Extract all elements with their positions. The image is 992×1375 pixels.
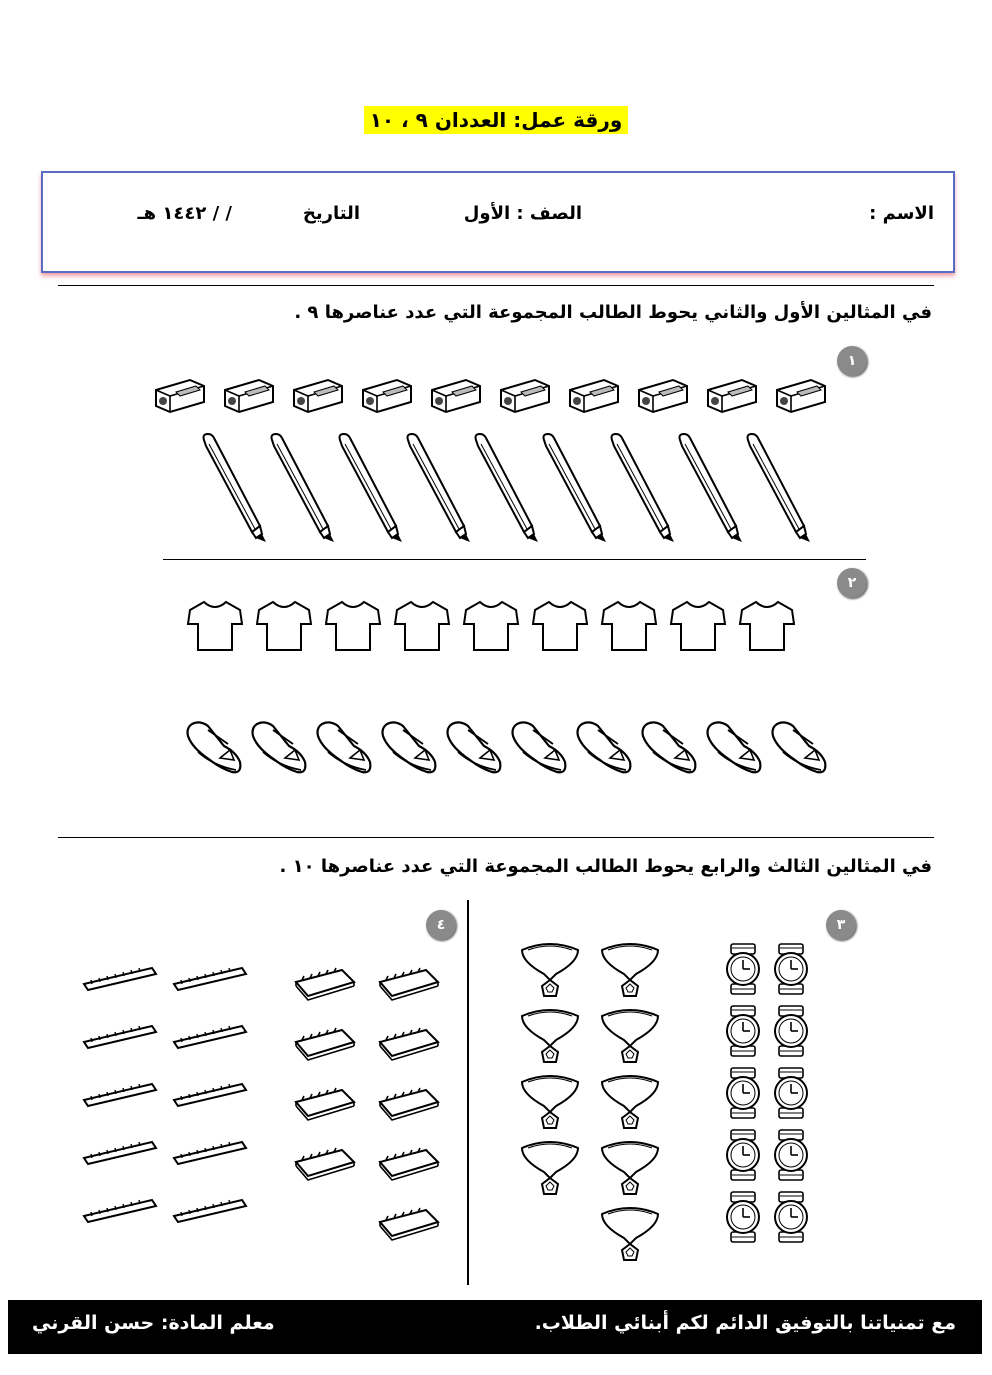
pen-icon [470,432,540,544]
notebook-icon [292,1024,356,1060]
shoe-icon [249,716,309,776]
tshirt-icon [669,598,727,654]
example-badge-2: ٢ [837,568,867,598]
pen-icon [742,432,812,544]
pen-icon [198,432,268,544]
sharpener-icon [702,372,760,418]
grade-label: الصف : الأول [463,203,582,224]
sharpener-icon [633,372,691,418]
column-divider [467,900,469,1285]
instruction-first: في المثالين الأول والثاني يحوط الطالب المجموعة التي عدد عناصرها ٩ . [294,302,932,323]
pen-icon [266,432,336,544]
shoe-icon [444,716,504,776]
tshirt-icon [600,598,658,654]
shoe-icon [639,716,699,776]
notebook-icon [292,1084,356,1120]
divider [163,559,866,560]
necklace-icon [598,1006,662,1066]
sharpener-icon [219,372,277,418]
notebook-icon [376,1144,440,1180]
tshirt-icon [393,598,451,654]
sharpener-icon [426,372,484,418]
divider [58,837,934,838]
tshirt-icon [255,598,313,654]
example-badge-4: ٤ [426,910,456,940]
worksheet-title [0,108,992,132]
date-label: التاريخ [302,203,360,224]
name-label: الاسم : [869,203,934,224]
necklace-icon [518,940,582,1000]
example-badge-3: ٣ [826,910,856,940]
ruler-icon [82,1022,158,1052]
pen-icon [402,432,472,544]
ruler-icon [172,1196,248,1226]
ruler-icon [172,1080,248,1110]
footer-teacher: معلم المادة: حسن القرني [32,1312,275,1334]
ruler-icon [172,1138,248,1168]
shoe-icon [704,716,764,776]
necklace-icon [518,1072,582,1132]
ruler-icon [82,1196,158,1226]
example-badge-1: ١ [837,346,867,376]
necklace-icon [518,1006,582,1066]
necklace-icon [598,1138,662,1198]
tshirt-icon [531,598,589,654]
ruler-icon [172,964,248,994]
watch-icon [722,1190,764,1244]
divider [58,285,934,286]
pen-icon [674,432,744,544]
notebook-icon [376,1084,440,1120]
notebook-icon [292,964,356,1000]
watch-icon [770,1190,812,1244]
ruler-icon [82,1080,158,1110]
sharpener-icon [150,372,208,418]
footer-wish: مع تمنياتنا بالتوفيق الدائم لكم أبنائي الطلاب. [534,1312,956,1334]
necklace-icon [598,1204,662,1264]
date-value: / / ١٤٤٢ هـ [137,203,232,224]
pen-icon [606,432,676,544]
shoe-icon [574,716,634,776]
shoe-icon [314,716,374,776]
notebook-icon [376,1024,440,1060]
pen-icon [538,432,608,544]
watch-icon [770,1128,812,1182]
footer-bar [8,1300,982,1354]
necklace-icon [518,1138,582,1198]
watch-icon [722,1066,764,1120]
shoe-icon [184,716,244,776]
necklace-icon [598,940,662,1000]
title-text: ورقة عمل: العددان ٩ ، ١٠ [364,106,629,134]
watch-icon [770,1066,812,1120]
sharpener-icon [771,372,829,418]
shoe-icon [509,716,569,776]
notebook-icon [376,964,440,1000]
watch-icon [770,1004,812,1058]
shoe-icon [769,716,829,776]
tshirt-icon [186,598,244,654]
ruler-icon [172,1022,248,1052]
tshirt-icon [738,598,796,654]
sharpener-icon [564,372,622,418]
shoe-icon [379,716,439,776]
watch-icon [770,942,812,996]
ruler-icon [82,1138,158,1168]
watch-icon [722,942,764,996]
notebook-icon [376,1204,440,1240]
ruler-icon [82,964,158,994]
watch-icon [722,1004,764,1058]
watch-icon [722,1128,764,1182]
pen-icon [334,432,404,544]
tshirt-icon [324,598,382,654]
instruction-second: في المثالين الثالث والرابع يحوط الطالب المجموعة التي عدد عناصرها ١٠ . [279,856,932,877]
sharpener-icon [357,372,415,418]
sharpener-icon [288,372,346,418]
notebook-icon [292,1144,356,1180]
sharpener-icon [495,372,553,418]
tshirt-icon [462,598,520,654]
necklace-icon [598,1072,662,1132]
